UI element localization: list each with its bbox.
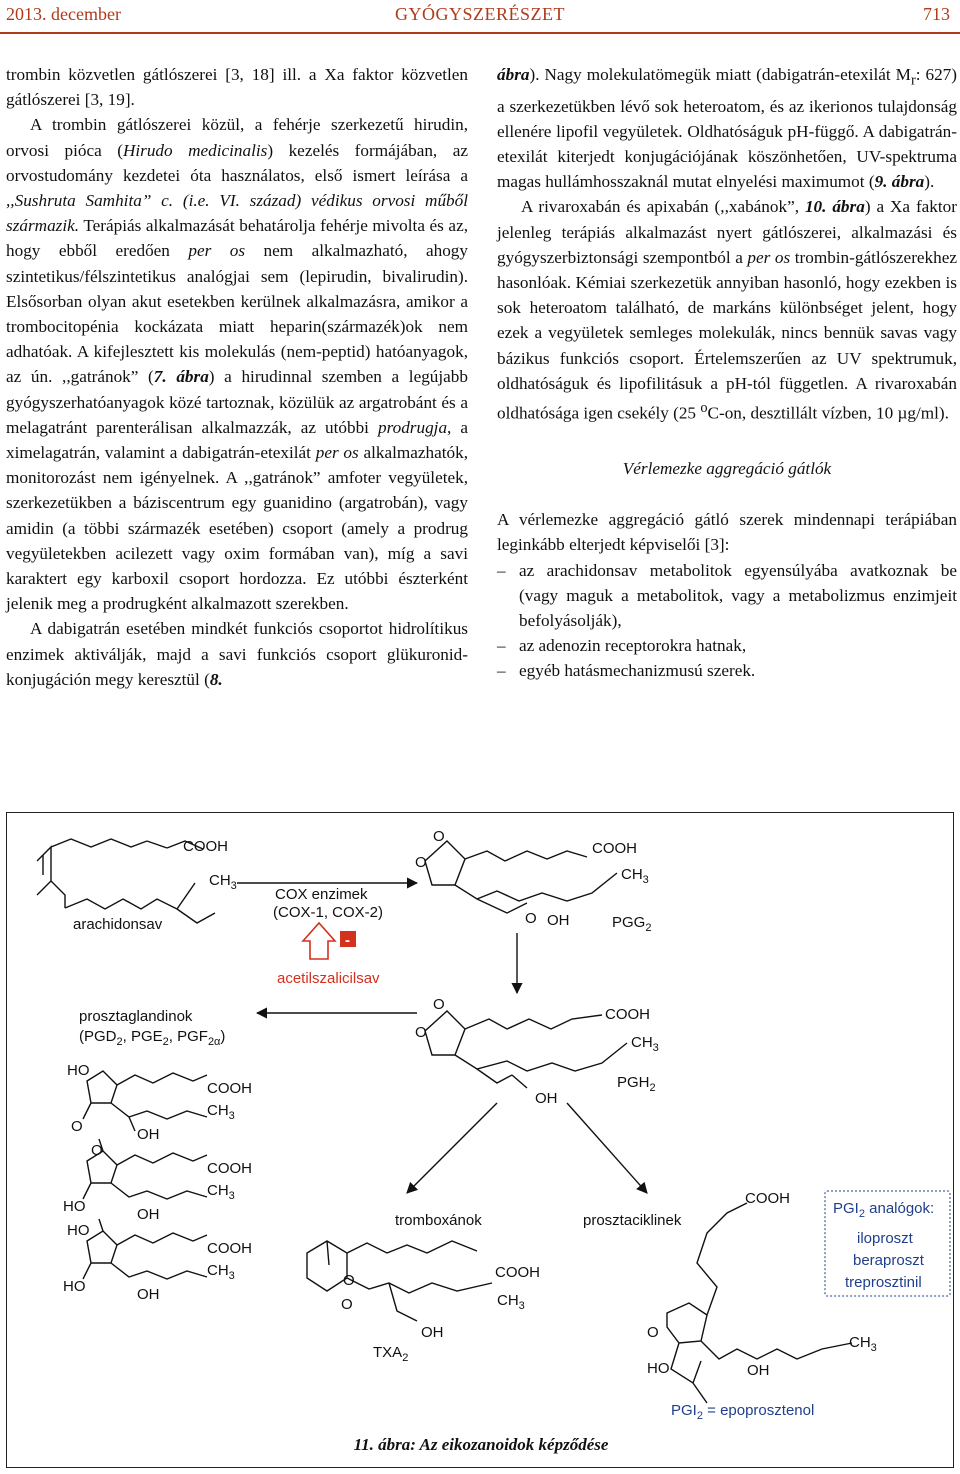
pgg2-structure — [425, 841, 617, 913]
label-cooh: COOH — [207, 1080, 252, 1097]
pgf2a-structure — [83, 1219, 207, 1279]
label-oh: OH — [137, 1206, 160, 1223]
label-cooh: COOH — [183, 838, 228, 855]
figure-ref: 8. — [209, 669, 223, 689]
label-o: O — [341, 1296, 353, 1313]
label-ch3: $CH_3$ — [207, 1102, 235, 1122]
text: ). — [924, 172, 935, 192]
label-ho: HO — [63, 1198, 86, 1215]
label-tromboxanok: tromboxánok — [395, 1212, 482, 1229]
figure-caption: 11. ábra: Az eikozanoidok képződése — [353, 1435, 609, 1454]
text-italic: per os — [188, 241, 246, 261]
list-item: – az adenozin receptorokra hatnak, — [519, 633, 957, 658]
header-date: 2013. december — [6, 4, 121, 24]
label-ho: HO — [647, 1360, 670, 1377]
text: trombin-gátlószerekhez hasonlóak. Kémiai szerkezetük annyiban hasonló, hogy ezekben is sok heteroatom található, de markáns különbséget jelent, hogy ezek a vegyületek semleges molekulák, nincs bennük savas vagy bázikus funkciós csoport. Értelemszerűen az UV spektrumuk, oldhatóságuk és lipofilitásuk a pH-tól független. A rivaroxabán oldhatósága igen csekély (25 — [497, 247, 957, 423]
label-cooh: COOH — [745, 1190, 790, 1207]
text: ). Nagy molekulatömegük miatt (dabigatrán-etexilát M — [529, 65, 911, 84]
label-pgi2-epoprostenol: $PGI_2$ = epoprosztenol — [671, 1402, 815, 1422]
right-paragraph-3: A vérlemezke aggregáció gátló szerek mindennapi terápiában leginkább elterjedt képviselői [3]: — [497, 510, 957, 555]
label-oh: OH — [535, 1090, 558, 1107]
label-o: O — [525, 910, 537, 927]
label-iloproszt: iloproszt — [857, 1230, 913, 1247]
label-pgh2: $PGH_2$ — [617, 1074, 656, 1094]
text-italic: prodrugja — [377, 417, 448, 437]
label-ch3: $CH_3$ — [631, 1034, 659, 1054]
figure-eicosanoid-formation — [6, 812, 954, 1468]
text: A rivaroxabán és apixabán (,,xabánok”, — [521, 197, 805, 217]
text: A trombin gátlószerei közül, a fehérje szerkezetű hirudin, orvosi pióca ( — [6, 115, 468, 160]
text: A dabigatrán esetében mindkét funkciós csoportot hidrolítikus enzimek aktiválják, majd a savi funkciós csoport glükuronid-konjugáción megy keresztül ( — [6, 619, 468, 689]
text: nem alkalmazható, ahogy szintetikus/félszintetikus analógjai sem (lepirudin, bivalirudin). Elsősorban olyan akut esetekben kerülnek alkalmazásra, amikor a trombocitopénia kockázata miatt heparin(származék)ok nem adhatóak. A kifejlesztett kis molekulás (nem-peptid) hatóanyagok, az ún. ,,gatránok” ( — [6, 241, 468, 387]
label-cooh: COOH — [605, 1006, 650, 1023]
label-ho: HO — [63, 1278, 86, 1295]
figure-ref: ábra — [497, 65, 530, 84]
left-column — [6, 62, 468, 692]
label-oh: OH — [547, 912, 570, 929]
label-oh: OH — [137, 1286, 160, 1303]
label-ch3: $CH_3$ — [497, 1292, 525, 1312]
label-o: O — [91, 1142, 103, 1159]
label-o: O — [433, 828, 445, 845]
label-pgi2-analogues: $PGI_2$ analógok: — [833, 1200, 935, 1220]
label-arachidonsav: arachidonsav — [73, 916, 163, 933]
subscript: r — [910, 72, 916, 89]
inhibition-arrow — [303, 923, 335, 959]
label-ho: HO — [67, 1062, 90, 1079]
section-subheading: Vérlemezke aggregáció gátlók — [622, 459, 832, 479]
label-prosztaglandinok: prosztaglandinok — [79, 1008, 193, 1025]
eicosanoid-scheme — [7, 813, 955, 1469]
list-item: – az arachidonsav metabolitok egyensúlyába avatkoznak be (vagy maguk a metabolitok, vagy a metabolizmus enzimjeit befolyásolják), — [519, 558, 957, 634]
figure-ref: 7. ábra — [153, 367, 209, 387]
label-cooh: COOH — [495, 1264, 540, 1281]
left-paragraph-2 — [6, 112, 468, 616]
label-o: O — [71, 1118, 83, 1135]
text: alkalmazhatók, monitorozást nem igényelnek. A ,,gatránok” amfoter vegyületek, szerkezetükben a báziscentrum egy guanidino (argatrobán), vagy amidin (a többi származék esetében) csoport (amely a prodrug vegyületekben acilezett vagy oxim formában van), míg a savi karaktert egy karboxil csoport hordozza. Ez utóbbi észterként jelenik meg a prodrugként alkalmazott szerekben. — [6, 443, 469, 614]
text: ) a Xa faktor jelenleg terápiás alkalmazást nyert gátlószerei, alkalmazási és gyógyszerbiztonsági szempontból a — [497, 197, 957, 267]
label-cooh: COOH — [207, 1160, 252, 1177]
label-cox-line1: COX enzimek — [275, 886, 368, 903]
text: Terápiás alkalmazását behatárolja fehérje mivolta és az, hogy ebből eredően — [6, 216, 468, 261]
label-ch3: $CH_3$ — [209, 872, 237, 892]
right-paragraph-2 — [497, 194, 957, 426]
label-pgg2: $PGG_2$ — [612, 914, 652, 934]
label-acetilszalicilsav: acetilszalicilsav — [277, 970, 380, 987]
label-cooh: COOH — [592, 840, 637, 857]
superscript: o — [700, 400, 708, 417]
page-header — [0, 0, 960, 36]
text-italic: ,,Sushruta Samhita” c. (i.e. VI. század) védikus orvosi műből származik. — [6, 191, 468, 236]
left-paragraph-3 — [6, 616, 468, 692]
label-ho: HO — [67, 1222, 90, 1239]
figure-ref: 9. ábra — [874, 172, 925, 192]
label-o: O — [415, 854, 427, 871]
label-o: O — [647, 1324, 659, 1341]
txa2-structure — [307, 1241, 492, 1321]
text: ) a hirudinnal szemben a legújabb gyógyszerhatóanyagok közé tartoznak, közülük az argatrobánt és a melagatránt parenterálisan alkalmazzák, az utóbbi — [6, 367, 468, 437]
label-prostaglandin-list: ($PGD_2$, $PGE_2$, $PGF_{2\alpha}$) — [79, 1028, 226, 1048]
label-cooh: COOH — [207, 1240, 252, 1257]
right-column — [497, 62, 957, 684]
label-ch3: $CH_3$ — [207, 1182, 235, 1202]
header-page-number: 713 — [923, 4, 950, 24]
label-o: O — [415, 1024, 427, 1041]
pgd2-structure — [83, 1071, 207, 1131]
label-ch3: $CH_3$ — [849, 1334, 877, 1354]
header-journal: GYÓGYSZERÉSZET — [395, 4, 565, 24]
arrow-to-prostacyclins — [567, 1103, 647, 1193]
label-ch3: $CH_3$ — [207, 1262, 235, 1282]
right-paragraph-1 — [497, 62, 957, 194]
label-minus: - — [345, 932, 350, 949]
text-italic: Hirudo medicinalis — [122, 140, 268, 160]
label-txa2: $TXA_2$ — [373, 1344, 409, 1364]
label-ch3: $CH_3$ — [621, 866, 649, 886]
text-italic: per os — [315, 443, 359, 463]
label-o: O — [433, 996, 445, 1013]
text: : 627) a szerkezetükben lévő sok heteroatom, és az ikerionos tulajdonság ellenére lipofil vegyületek. Oldhatóságuk pH-függő. A dabigatrán-etexilát kiterjedt konjugációjának köszönhetően, UV-spektruma magas hullámhosszaknál mutat elnyelési maximumot ( — [497, 65, 958, 192]
header-rule — [0, 32, 960, 34]
text-italic: per os — [747, 247, 791, 267]
label-cox-line2: (COX-1, COX-2) — [273, 904, 384, 921]
left-paragraph-1: trombin közvetlen gátlószerei [3, 18] ill. a Xa faktor közvetlen gátlószerei [3, 19]. — [6, 65, 468, 110]
label-oh: OH — [421, 1324, 444, 1341]
arrow-to-thromboxanes — [407, 1103, 497, 1193]
label-oh: OH — [137, 1126, 160, 1143]
list-item: – egyéb hatásmechanizmusú szerek. — [519, 658, 957, 683]
text: C-on, desztillált vízben, 10 µg/ml). — [707, 403, 949, 423]
label-o: O — [343, 1272, 355, 1289]
label-beraproszt: beraproszt — [853, 1252, 924, 1269]
text: ) kezelés formájában, az orvostudomány kezdetei óta használatos, első ismert leírása a — [6, 140, 468, 185]
label-oh: OH — [747, 1362, 770, 1379]
bullet-list — [497, 558, 957, 684]
text: , a ximelagatrán, valamint a dabigatrán-etexilát — [6, 417, 468, 463]
label-treprosztinil: treprosztinil — [845, 1274, 922, 1291]
figure-ref: 10. ábra — [804, 197, 865, 217]
pgh2-structure — [425, 1011, 627, 1088]
label-prosztaciklinek: prosztaciklinek — [583, 1212, 682, 1229]
